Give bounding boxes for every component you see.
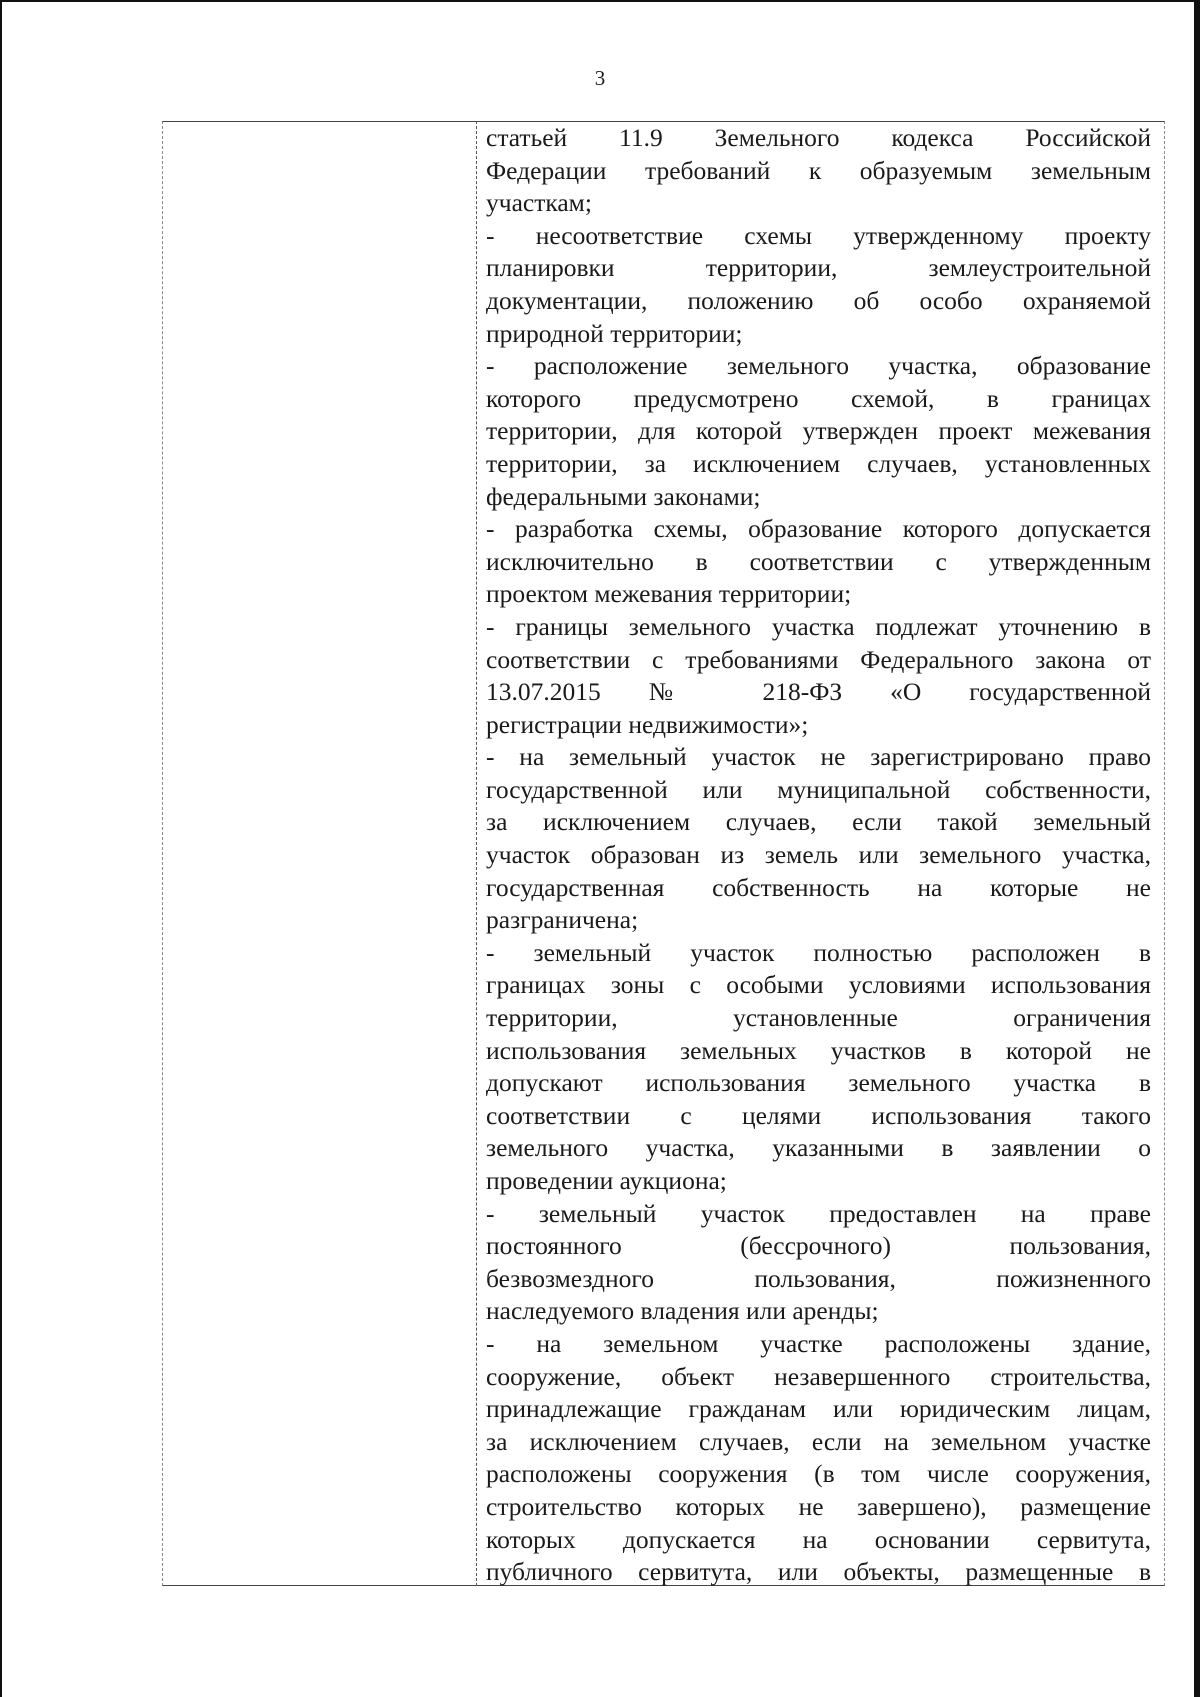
text-line: участок образован из земель или земельного участка,	[486, 840, 1151, 870]
text-line: расположены сооружения (в том числе сооружения,	[486, 1459, 1151, 1489]
text-line: - границы земельного участка подлежат уточнению в	[486, 611, 1151, 641]
text-line: строительство которых не завершено), размещение	[486, 1491, 1151, 1521]
text-line: проведении аукциона;	[486, 1166, 727, 1195]
paragraph	[486, 611, 1151, 741]
text-line: документации, положению об особо охраняемой	[486, 285, 1151, 315]
text-line: территории, для которой утвержден проект межевания	[486, 416, 1151, 446]
text-line: допускают использования земельного участка в	[486, 1068, 1151, 1098]
text-line: публичного сервитута, или объекты, размещенные в	[486, 1557, 1151, 1587]
text-line: федеральными законами;	[486, 481, 761, 511]
scan-edge-right	[1194, 0, 1200, 1697]
paragraph	[486, 741, 1151, 937]
text-line: - расположение земельного участка, образование	[486, 351, 1151, 381]
text-line: - на земельном участке расположены здание,	[486, 1328, 1151, 1358]
paragraph	[486, 122, 1151, 220]
text-line: земельного участка, указанными в заявлении о	[486, 1133, 1151, 1163]
text-line: - несоответствие схемы утвержденному проекту	[486, 220, 1151, 250]
text-line: постоянного (бессрочного) пользования,	[486, 1231, 1151, 1261]
text-line: регистрации недвижимости»;	[486, 709, 809, 739]
body-text-column	[486, 122, 1151, 1589]
text-line: - земельный участок предоставлен на праве	[486, 1198, 1151, 1228]
text-line: - на земельный участок не зарегистрировано право	[486, 742, 1151, 772]
scan-edge-top	[0, 0, 1200, 2]
text-line: соответствии с целями использования такого	[486, 1100, 1151, 1130]
text-line: исключительно в соответствии с утвержденным	[486, 546, 1151, 576]
text-line: государственной или муниципальной собственности,	[486, 774, 1151, 804]
text-line: 13.07.2015 № 218-ФЗ «О государственной	[486, 677, 1151, 707]
text-line: статьей 11.9 Земельного кодекса Российской	[486, 123, 1151, 152]
text-line: безвозмездного пользования, пожизненного	[486, 1263, 1151, 1293]
text-line: границах зоны с особыми условиями использования	[486, 970, 1151, 1000]
column-divider	[476, 121, 477, 1586]
text-line: участкам;	[486, 188, 592, 218]
text-line: территории, установленные ограничения	[486, 1003, 1151, 1033]
paragraph	[486, 1328, 1151, 1589]
text-line: принадлежащие гражданам или юридическим лицам,	[486, 1394, 1151, 1424]
paragraph	[486, 350, 1151, 513]
paragraph	[486, 937, 1151, 1198]
text-line: - земельный участок полностью расположен в	[486, 937, 1151, 967]
text-line: соответствии с требованиями Федерального закона от	[486, 644, 1151, 674]
paragraph	[486, 1198, 1151, 1328]
text-line: проектом межевания территории;	[486, 579, 852, 609]
text-line: за исключением случаев, если такой земельный	[486, 807, 1151, 837]
text-line: государственная собственность на которые не	[486, 872, 1151, 902]
text-line: природной территории;	[486, 318, 743, 348]
text-line: наследуемого владения или аренды;	[486, 1296, 879, 1326]
text-line: Федерации требований к образуемым земельным	[486, 155, 1151, 185]
text-line: планировки территории, землеустроительной	[486, 253, 1151, 283]
page-number: 3	[594, 66, 606, 90]
text-line: разграничена;	[486, 905, 639, 935]
text-line: за исключением случаев, если на земельном участке	[486, 1426, 1151, 1456]
paragraph	[486, 220, 1151, 350]
text-line: территории, за исключением случаев, установленных	[486, 448, 1151, 478]
text-line: которого предусмотрено схемой, в границах	[486, 383, 1151, 413]
text-line: использования земельных участков в которой не	[486, 1035, 1151, 1065]
paragraph	[486, 513, 1151, 611]
text-line: - разработка схемы, образование которого допускается	[486, 514, 1151, 544]
text-line: которых допускается на основании сервитута,	[486, 1524, 1151, 1554]
scan-edge-left	[0, 0, 2, 1697]
text-line: сооружение, объект незавершенного строительства,	[486, 1361, 1151, 1391]
